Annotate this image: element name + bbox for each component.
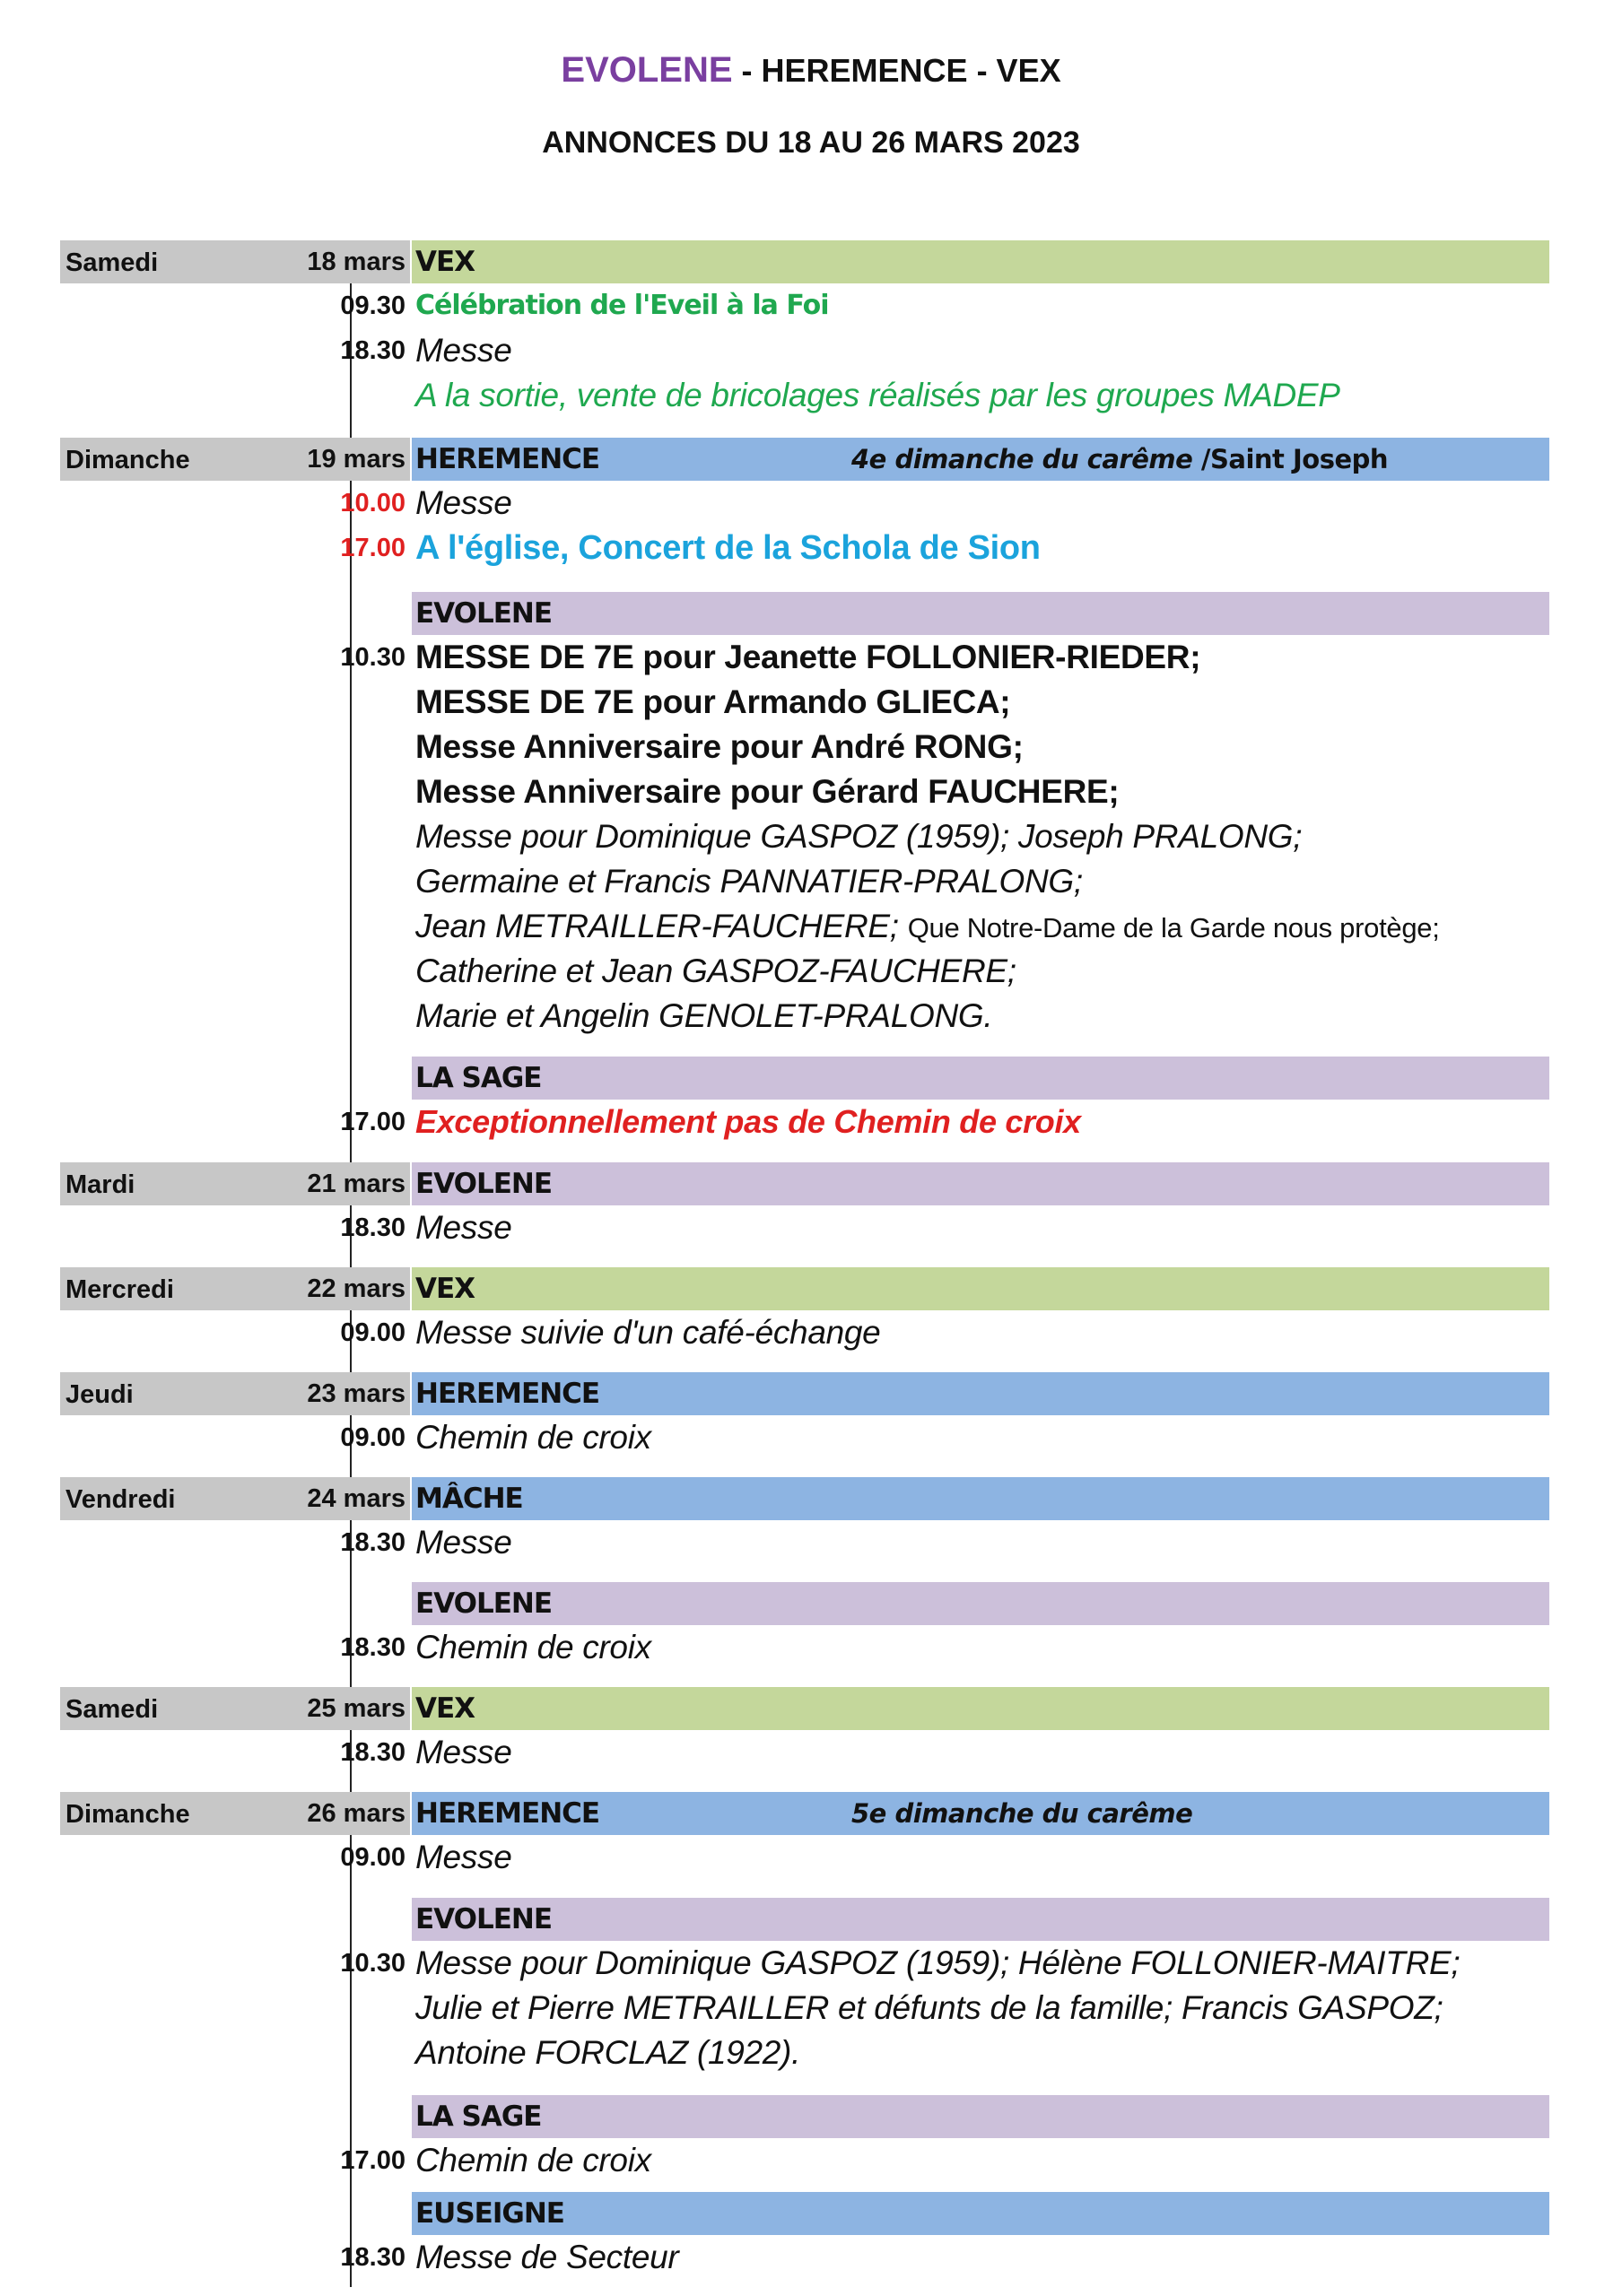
entry-time: 18.30 (340, 1528, 406, 1557)
day-name: Mardi (65, 1170, 135, 1199)
day-name: Dimanche (65, 446, 190, 474)
place-name: VEX (415, 1273, 475, 1305)
entry-text: Messe suivie d'un café-échange (415, 1314, 881, 1351)
entry-row (60, 2031, 1549, 2075)
day-date: 25 mars (307, 1694, 406, 1723)
subplace-header (60, 2192, 1549, 2235)
day-name: Mercredi (65, 1275, 174, 1304)
entry-text-main: Jean METRAILLER-FAUCHERE; (415, 908, 908, 944)
place-name: MÂCHE (415, 1483, 523, 1515)
day-header (60, 1162, 1549, 1205)
place-name: LA SAGE (415, 2100, 542, 2133)
entry-text: Antoine FORCLAZ (1922). (415, 2034, 801, 2071)
entry-text: Julie et Pierre METRAILLER et défunts de la famille; Francis GASPOZ; (415, 1989, 1443, 2026)
entry-text: Chemin de croix (415, 1419, 651, 1456)
place-cell-evolene (412, 1162, 1549, 1205)
day-name: Jeudi (65, 1380, 134, 1409)
entry-row (60, 1625, 1549, 1670)
entry-row (60, 814, 1549, 859)
entry-time: 18.30 (340, 336, 406, 365)
entry-row (60, 1730, 1549, 1775)
place-cell-evolene (412, 1582, 1549, 1625)
subplace-header (60, 1898, 1549, 1941)
entry-time: 17.00 (340, 1108, 406, 1136)
entry-text: A l'église, Concert de la Schola de Sion (415, 529, 1041, 567)
entry-row (60, 481, 1549, 526)
entry-text: Messe Anniversaire pour André RONG; (415, 728, 1024, 765)
place-cell-evolene (412, 1898, 1549, 1941)
entry-text: Messe (415, 1209, 512, 1246)
entry-row (60, 949, 1549, 994)
entry-time: 09.00 (340, 1318, 406, 1347)
entry-text: Chemin de croix (415, 1629, 651, 1665)
place-name: VEX (415, 246, 475, 278)
subplace-header (60, 592, 1549, 635)
day-header (60, 1372, 1549, 1415)
day-date: 18 mars (307, 248, 406, 276)
entry-time: 09.30 (340, 291, 406, 320)
entry-row (60, 2235, 1549, 2280)
place-name: EVOLENE (415, 1587, 553, 1620)
subplace-header (60, 2095, 1549, 2138)
note-italic: 4e dimanche du carême (851, 444, 1193, 474)
place-cell-heremence (412, 1372, 1549, 1415)
entry-row (60, 994, 1549, 1039)
entry-row (60, 2138, 1549, 2183)
entry-row (60, 1100, 1549, 1144)
entry-row (60, 680, 1549, 725)
entry-row (60, 1941, 1549, 1986)
day-header (60, 240, 1549, 283)
entry-text: Messe pour Dominique GASPOZ (1959); Hélène FOLLONIER-MAITRE; (415, 1944, 1461, 1981)
place-cell-vex (412, 240, 1549, 283)
entry-row (60, 1415, 1549, 1460)
place-cell-euseigne (412, 2192, 1549, 2235)
entry-row (60, 526, 1549, 570)
entry-row (60, 1310, 1549, 1355)
entry-time: 10.00 (340, 489, 406, 517)
place-cell-evolene (412, 592, 1549, 635)
entry-time: 17.00 (340, 2146, 406, 2175)
entry-row (60, 1520, 1549, 1565)
day-header (60, 1792, 1549, 1835)
place-name: HEREMENCE (415, 443, 600, 475)
place-name: HEREMENCE (415, 1378, 600, 1410)
place-cell-la-sage (412, 2095, 1549, 2138)
title-rest: - HEREMENCE - VEX (732, 52, 1061, 89)
day-date: 23 mars (307, 1379, 406, 1408)
entry-text: Messe Anniversaire pour Gérard FAUCHERE; (415, 773, 1120, 810)
entry-row (60, 1205, 1549, 1250)
entry-text: Célébration de l'Eveil à la Foi (415, 290, 829, 321)
entry-time: 18.30 (340, 2243, 406, 2272)
page-subtitle: ANNONCES DU 18 AU 26 MARS 2023 (542, 126, 1080, 160)
place-name: VEX (415, 1692, 475, 1725)
entry-row (60, 904, 1549, 949)
subplace-header (60, 1057, 1549, 1100)
place-cell-vex (412, 1267, 1549, 1310)
entry-row (60, 1835, 1549, 1880)
entry-text-small: Que Notre-Dame de la Garde nous protège; (907, 912, 1440, 944)
day-date: 19 mars (307, 445, 406, 474)
entry-time: 10.30 (340, 1949, 406, 1978)
entry-text: A la sortie, vente de bricolages réalisés par les groupes MADEP (415, 377, 1340, 413)
entry-row (60, 770, 1549, 814)
entry-text: Chemin de croix (415, 2142, 651, 2179)
day-date: 21 mars (307, 1170, 406, 1198)
entry-row (60, 283, 1549, 328)
entry-row (60, 1986, 1549, 2031)
entry-text: Messe pour Dominique GASPOZ (1959); Joseph PRALONG; (415, 818, 1303, 855)
day-name: Dimanche (65, 1800, 190, 1829)
place-name: HEREMENCE (415, 1797, 600, 1830)
entry-text: Messe (415, 1734, 512, 1770)
entry-row (60, 635, 1549, 680)
day-name: Vendredi (65, 1485, 176, 1514)
entry-time: 09.00 (340, 1843, 406, 1872)
entry-text: MESSE DE 7E pour Armando GLIECA; (415, 683, 1011, 720)
entry-time: 10.30 (340, 643, 406, 672)
entry-time: 18.30 (340, 1738, 406, 1767)
place-name: EVOLENE (415, 597, 553, 630)
entry-row (60, 328, 1549, 373)
place-cell-vex (412, 1687, 1549, 1730)
day-date: 22 mars (307, 1274, 406, 1303)
title-evolene: EVOLENE (561, 50, 733, 90)
subplace-header (60, 1582, 1549, 1625)
liturgy-note (851, 438, 1388, 481)
entry-text: Messe (415, 332, 512, 369)
day-header (60, 1477, 1549, 1520)
entry-time: 17.00 (340, 534, 406, 562)
entry-text: Messe (415, 484, 512, 521)
entry-text: Marie et Angelin GENOLET-PRALONG. (415, 997, 993, 1034)
entry-text: Messe (415, 1524, 512, 1561)
note-italic: 5e dimanche du carême (851, 1798, 1193, 1829)
place-name: EVOLENE (415, 1168, 553, 1200)
note-plain: /Saint Joseph (1192, 444, 1389, 474)
entry-text: Catherine et Jean GASPOZ-FAUCHERE; (415, 952, 1016, 989)
place-name: LA SAGE (415, 1062, 542, 1094)
place-cell-la-sage (412, 1057, 1549, 1100)
page-title (0, 50, 1622, 91)
day-date: 26 mars (307, 1799, 406, 1828)
entry-text: Messe de Secteur (415, 2239, 679, 2275)
entry-row (60, 373, 1549, 418)
day-header (60, 1687, 1549, 1730)
place-cell-heremence (412, 438, 1549, 481)
place-cell-heremence (412, 1792, 1549, 1835)
day-header (60, 1267, 1549, 1310)
entry-row (60, 725, 1549, 770)
place-name: EUSEIGNE (415, 2197, 564, 2230)
entry-text: Exceptionnellement pas de Chemin de croix (415, 1103, 1081, 1140)
day-name: Samedi (65, 1695, 159, 1724)
entry-text (415, 904, 1440, 951)
place-cell-mache (412, 1477, 1549, 1520)
entry-time: 18.30 (340, 1213, 406, 1242)
entry-text: Germaine et Francis PANNATIER-PRALONG; (415, 863, 1083, 900)
entry-text: MESSE DE 7E pour Jeanette FOLLONIER-RIEDER; (415, 639, 1201, 675)
day-name: Samedi (65, 248, 159, 277)
liturgy-note (851, 1792, 1192, 1835)
place-name: EVOLENE (415, 1903, 553, 1935)
entry-time: 18.30 (340, 1633, 406, 1662)
entry-time: 09.00 (340, 1423, 406, 1452)
entry-row (60, 859, 1549, 904)
day-date: 24 mars (307, 1484, 406, 1513)
day-header (60, 438, 1549, 481)
entry-text: Messe (415, 1839, 512, 1875)
